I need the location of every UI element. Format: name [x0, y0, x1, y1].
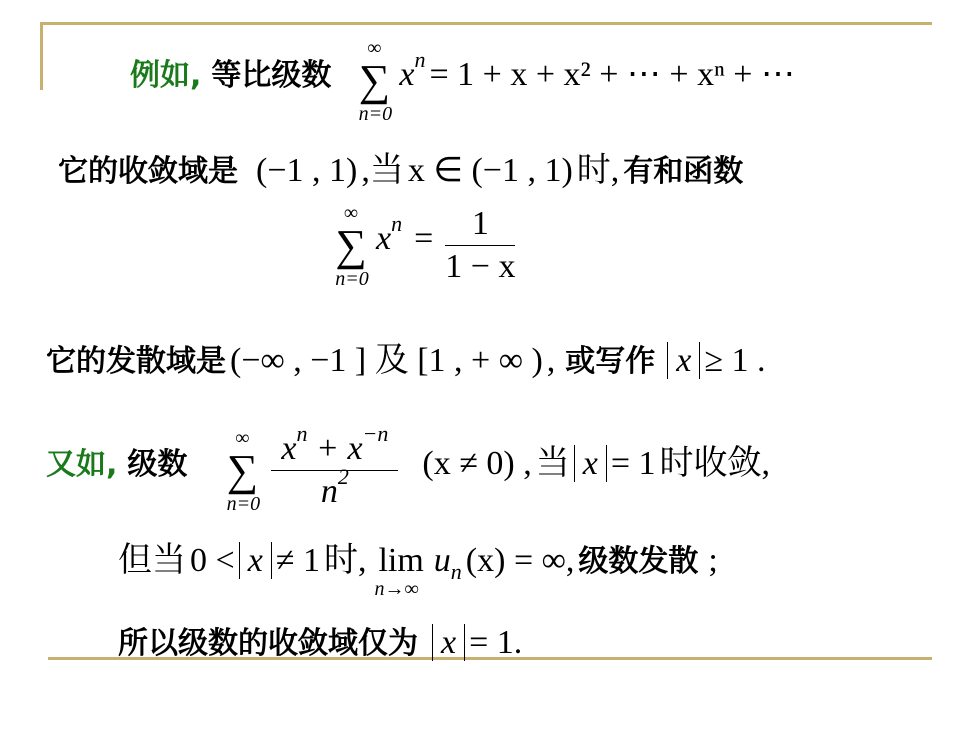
line-2: [58, 142, 743, 191]
series-expansion: = 1 + x + x² + ⋯ + xⁿ + ⋯: [429, 56, 795, 93]
equals-one: = 1.: [469, 624, 523, 661]
abs-condition: ≥ 1 .: [704, 342, 766, 379]
when-text: ,当: [361, 152, 404, 189]
limit: lim n→∞: [374, 542, 424, 600]
example-lead: 例如,: [130, 58, 202, 93]
abs-x: x: [574, 445, 607, 482]
left-rule: [40, 22, 43, 90]
abs-x: x: [667, 342, 700, 379]
time-text: 时,: [576, 152, 620, 189]
line-3: ∞ ∑ n=0 $x^n$ = $\frac{1}{1 - x}$: [330, 205, 515, 286]
when-text: 当: [535, 445, 570, 483]
sum-symbol: ∞ ∑ n=0: [335, 201, 369, 290]
time-text: 时,: [323, 542, 367, 579]
series-term: $x^n$: [399, 47, 426, 93]
neq-one: ≠ 1: [275, 542, 320, 579]
conclusion-text: 所以级数的收敛域仅为: [118, 626, 418, 661]
top-rule: [40, 22, 932, 25]
zero-less: 0 <: [190, 542, 235, 579]
diverges-text: 级数发散: [578, 544, 699, 579]
but-when-text: 但当: [118, 542, 186, 579]
line-7: [118, 618, 522, 662]
or-written-label: 或写作: [565, 344, 656, 379]
sum-symbol: ∞ ∑ n=0: [358, 37, 393, 126]
line-5: [46, 421, 770, 515]
line-6: 但当 0 < x ≠ 1 时, lim n→∞ $u_n$ (x) = ∞, 级数发散 ;: [118, 542, 718, 600]
nonzero-condition: (x ≠ 0) ,: [422, 445, 532, 483]
abs-x: x: [239, 542, 272, 579]
convergence-interval: (−1 , 1): [256, 152, 358, 189]
geometric-series-label: 等比级数: [211, 58, 332, 93]
equals-one: = 1: [610, 445, 656, 483]
sum-symbol: ∞ ∑ n=0: [226, 426, 261, 515]
converges-text: 时收敛,: [659, 445, 770, 483]
series-fraction: $\frac{x^n + x^{-n}}{n^2}$: [271, 430, 398, 511]
sum-fraction: $\frac{1}{1 - x}$: [445, 205, 516, 285]
abs-x: x: [432, 624, 465, 661]
example-lead-2: 又如,: [46, 447, 118, 483]
divergence-domain-label: 它的发散域是: [46, 344, 226, 379]
line-4: 它的发散域是 (−∞ , −1 ] 及 [1 , + ∞ ) , 或写作 x ≥ 1 .: [46, 342, 766, 379]
series-label: 级数: [127, 447, 188, 483]
convergence-domain-label: 它的收敛域是: [58, 154, 238, 189]
sum-function-label: 有和函数: [623, 154, 744, 189]
line-1: [130, 37, 795, 126]
divergence-intervals: (−∞ , −1 ] 及 [1 , + ∞ ): [230, 342, 543, 379]
limit-expr: (x) = ∞,: [465, 542, 575, 579]
semicolon: ;: [708, 542, 718, 579]
series-term: $x^n$: [376, 211, 403, 258]
condition: x ∈ (−1 , 1): [407, 152, 573, 189]
